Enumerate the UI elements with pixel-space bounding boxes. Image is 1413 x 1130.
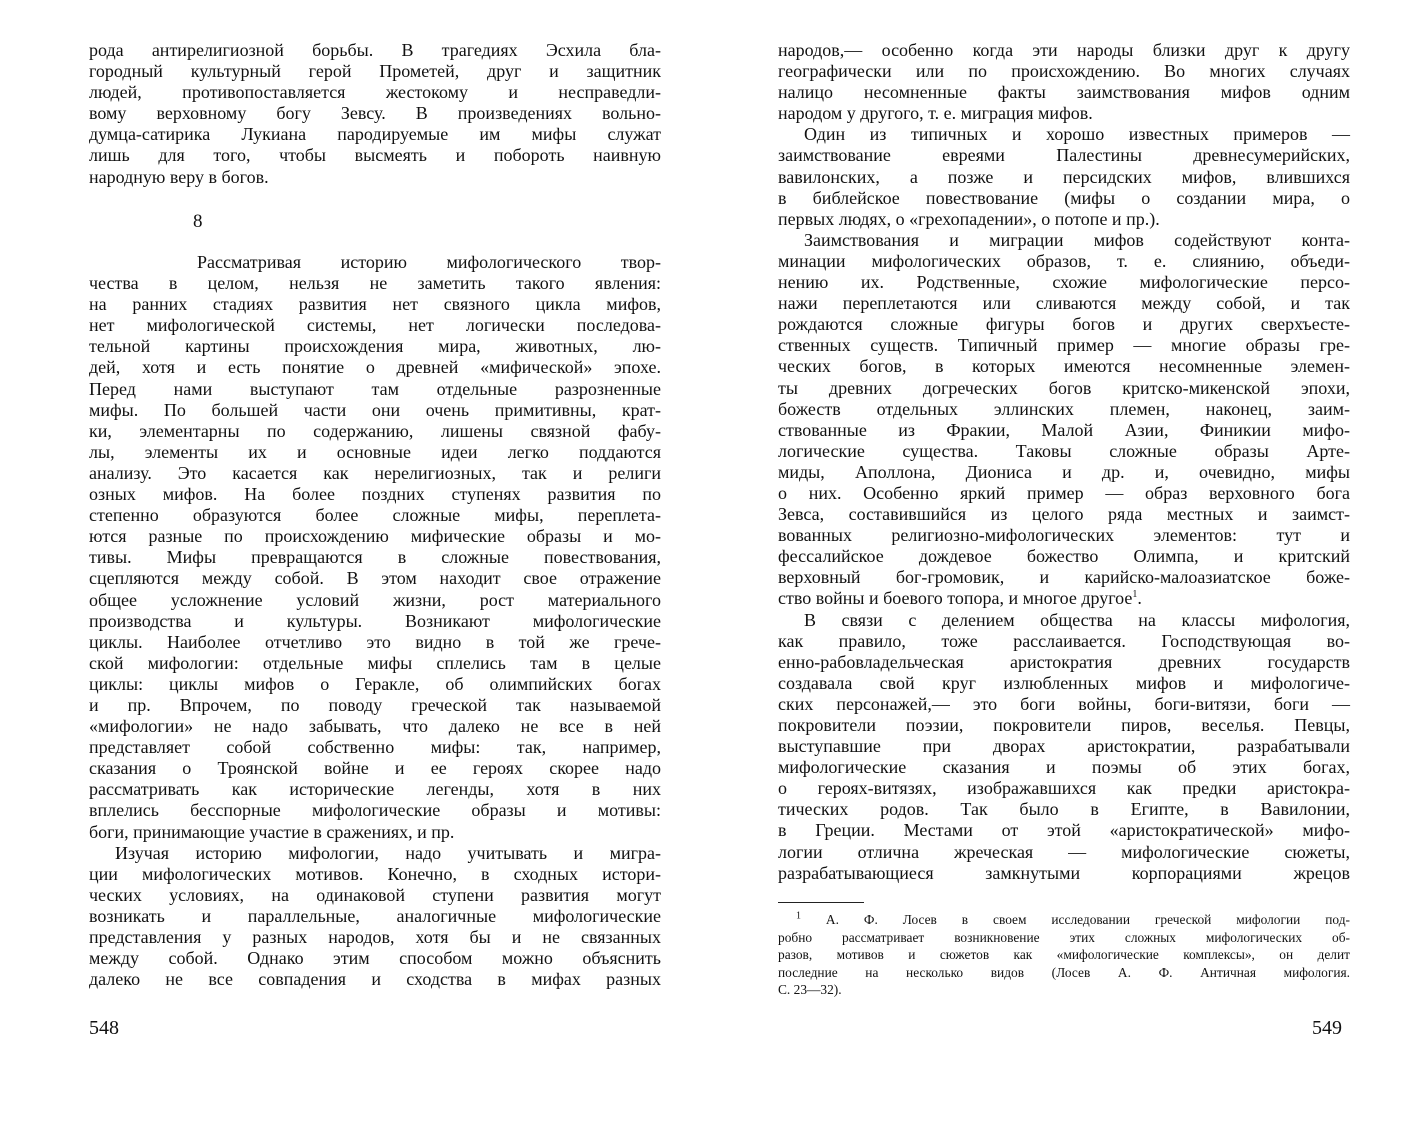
text-line: минации мифологических образов, т. е. слиянию, объеди- bbox=[778, 250, 1350, 271]
text-line: рода антирелигиозной борьбы. В трагедиях Эсхила бла- bbox=[89, 40, 661, 60]
text-line: возникать и параллельные, аналогичные мифологические bbox=[89, 905, 661, 926]
text-line: миды, Аполлона, Диониса и др. и, очевидно, мифы bbox=[778, 461, 1350, 482]
text-line: «мифологии» не надо забывать, что далеко не все в ней bbox=[89, 716, 661, 737]
text-line: между собой. Однако этим способом можно объяснить bbox=[89, 948, 661, 969]
text-line: ственных существ. Типичный пример — многие образы гре- bbox=[778, 335, 1350, 356]
text-line: Перед нами выступают там отдельные разрозненные bbox=[89, 378, 661, 399]
text-line: чества в целом, нельзя не заметить такого явления: bbox=[89, 273, 661, 294]
text-line: боги, принимающие участие в сражениях, и пр. bbox=[89, 821, 455, 842]
text-line: Заимствования и миграции мифов содействуют конта- bbox=[804, 229, 1350, 250]
text-line: разрабатывающиеся замкнутыми корпорациями жрецов bbox=[778, 862, 1350, 883]
text-line: верховный бог-громовик, и карийско-малоазиатское боже- bbox=[778, 567, 1350, 588]
text-line: ты древних догреческих богов критско-микенской эпохи, bbox=[778, 377, 1350, 398]
footnote-rule bbox=[778, 902, 864, 903]
text-line: нажи переплетаются или сливаются между собой, и так bbox=[778, 293, 1350, 314]
text-line: народную веру в богов. bbox=[89, 166, 269, 187]
text-line: в Греции. Местами от этой «аристократической» мифо- bbox=[778, 820, 1350, 841]
text-line: логические существа. Таковы сложные образы Арте- bbox=[778, 440, 1350, 461]
page-number-left: 548 bbox=[89, 1017, 119, 1039]
text-line: о них. Особенно яркий пример — образ верховного бога bbox=[778, 482, 1350, 503]
text-line: Рассматривая историю мифологического твор- bbox=[197, 252, 661, 272]
text-line: тельной картины происхождения мира, животных, лю- bbox=[89, 336, 661, 357]
text-line: заимствование евреями Палестины древнесумерийских, bbox=[778, 145, 1350, 166]
text-line: тивы. Мифы превращаются в сложные повествования, bbox=[89, 547, 661, 568]
text-line: ство войны и боевого топора, и многое другое$^1$. bbox=[778, 588, 1142, 609]
text-line: лы, элементы их и основные идеи легко поддаются bbox=[89, 441, 661, 462]
text-line: фессалийское дождевое божество Олимпа, и критский bbox=[778, 546, 1350, 567]
text-line: географически или по происхождению. Во многих случаях bbox=[778, 61, 1350, 82]
text-line: ской мифологии: отдельные мифы сплелись там в целые bbox=[89, 652, 661, 673]
text-line: тических родов. Так было в Египте, в Вавилонии, bbox=[778, 799, 1350, 820]
text-line: вованных религиозно-мифологических элементов: тут и bbox=[778, 525, 1350, 546]
text-line: первых людях, о «грехопадении», о потопе и пр.). bbox=[778, 208, 1160, 229]
text-line: о героях-витязях, изображавшихся как предки аристокра- bbox=[778, 778, 1350, 799]
text-line: божеств отдельных эллинских племен, наконец, заим- bbox=[778, 398, 1350, 419]
text-line: выступавшие при дворах аристократии, разрабатывали bbox=[778, 736, 1350, 757]
text-line: представления у разных народов, хотя бы и не связанных bbox=[89, 927, 661, 947]
left-intro-paragraph bbox=[89, 40, 661, 188]
right-body-text bbox=[778, 40, 1350, 884]
text-line: ческих богов, в которых имеются несомненные элемен- bbox=[778, 356, 1350, 377]
text-line: логии отлична жреческая — мифологические сюжеты, bbox=[778, 841, 1350, 862]
text-line: людей, противопоставляется жестокому и несправедли- bbox=[89, 82, 661, 103]
left-body-text bbox=[89, 252, 661, 990]
text-line: В связи с делением общества на классы мифология, bbox=[804, 609, 1350, 630]
text-line: дей, хотя и есть понятие о древней «мифической» эпохе. bbox=[89, 357, 661, 378]
section-number: 8 bbox=[193, 211, 203, 232]
text-line: ческих условиях, на одинаковой ступени развития могут bbox=[89, 884, 661, 905]
text-line: мифологические сказания и поэмы об этих богах, bbox=[778, 757, 1350, 778]
text-line: налицо несомненные факты заимствования мифов одним bbox=[778, 82, 1350, 103]
text-line: лишь для того, чтобы высмеять и побороть наивную bbox=[89, 145, 661, 166]
text-line: вавилонских, а позже и персидских мифов, влившихся bbox=[778, 166, 1350, 187]
text-line: Изучая историю мифологии, надо учитывать и мигра- bbox=[115, 842, 661, 863]
text-line: народом у другого, т. е. миграция мифов. bbox=[778, 103, 1093, 124]
text-line: ются разные по происхождению мифические образы и мо- bbox=[89, 526, 661, 547]
text-line: покровители поэзии, покровители пиров, веселья. Певцы, bbox=[778, 715, 1350, 735]
text-line: Зевса, составившийся из целого ряда местных и заимст- bbox=[778, 504, 1350, 525]
text-line: в библейское повествование (мифы о создании мира, о bbox=[778, 187, 1350, 208]
text-line: степенно образуются более сложные мифы, переплета- bbox=[89, 505, 661, 526]
text-line: енно-рабовладельческая аристократия древних государств bbox=[778, 651, 1350, 672]
text-line: представляет собой собственно мифы: так, например, bbox=[89, 737, 661, 758]
text-line: ских персонажей,— это боги войны, боги-витязи, боги — bbox=[778, 693, 1350, 714]
text-line: нению их. Родственные, схожие мифологические персо- bbox=[778, 272, 1350, 293]
text-line: думца-сатирика Лукиана пародируемые им мифы служат bbox=[89, 124, 661, 145]
text-line: как правило, тоже расслаивается. Господствующая во- bbox=[778, 630, 1350, 651]
text-line: далеко не все совпадения и сходства в мифах разных bbox=[89, 969, 661, 990]
text-line: общее усложнение условий жизни, рост материального bbox=[89, 589, 661, 610]
text-line: озных мифов. На более поздних ступенях развития по bbox=[89, 484, 661, 505]
text-line: ки, элементарны по содержанию, лишены связной фабу- bbox=[89, 420, 661, 441]
text-line: сцепляются между собой. В этом находит свое отражение bbox=[89, 568, 661, 589]
text-line: ции мифологических мотивов. Конечно, в сходных истори- bbox=[89, 863, 661, 884]
footnote-marker: 1 bbox=[1132, 589, 1138, 601]
text-line: сказания о Троянской войне и ее героях скорее надо bbox=[89, 758, 661, 779]
text-line: на ранних стадиях развития нет связного цикла мифов, bbox=[89, 294, 661, 315]
text-line: и пр. Впрочем, по поводу греческой так называемой bbox=[89, 694, 661, 715]
text-line: вплелись бесспорные мифологические образы и мотивы: bbox=[89, 800, 661, 821]
footnote-line: последние на несколько видов (Лосев А. Ф. Античная мифология. bbox=[778, 964, 1350, 980]
text-line: ствованные из Фракии, Малой Азии, Финикии мифо- bbox=[778, 419, 1350, 440]
footnote bbox=[778, 911, 1350, 999]
text-line: мифы. По большей части они очень примитивны, крат- bbox=[89, 399, 661, 420]
text-line: циклы: циклы мифов о Геракле, об олимпийских богах bbox=[89, 673, 661, 694]
text-line: вому верховному богу Зевсу. В произведениях вольно- bbox=[89, 103, 661, 124]
text-line: Один из типичных и хорошо известных примеров — bbox=[804, 124, 1350, 145]
footnote-line: $^1$ А. Ф. Лосев в своем исследовании греческой мифологии под- bbox=[796, 910, 1350, 927]
text-line: анализу. Это касается как нерелигиозных, так и религи bbox=[89, 462, 661, 483]
footnote-marker: 1 bbox=[796, 910, 801, 922]
footnote-line: С. 23—32). bbox=[778, 982, 842, 998]
page-number-right: 549 bbox=[1312, 1017, 1342, 1039]
text-line: городный культурный герой Прометей, друг и защитник bbox=[89, 61, 661, 82]
text-line: производства и культуры. Возникают мифологические bbox=[89, 610, 661, 631]
text-line: нет мифологической системы, нет логически последова- bbox=[89, 315, 661, 336]
text-line: рождаются сложные фигуры богов и других сверхъесте- bbox=[778, 314, 1350, 335]
text-line: рассматривать как исторические легенды, хотя в них bbox=[89, 779, 661, 800]
text-line: народов,— особенно когда эти народы близки друг к другу bbox=[778, 40, 1350, 60]
text-line: циклы. Наиболее отчетливо это видно в той же грече- bbox=[89, 631, 661, 652]
footnote-line: робно рассматривает возникновение этих сложных мифологических об- bbox=[778, 929, 1350, 945]
footnote-line: разов, мотивов и сюжетов как «мифологические комплексы», он делит bbox=[778, 947, 1350, 963]
text-line: создавала свой круг излюбленных мифов и мифологиче- bbox=[778, 672, 1350, 693]
